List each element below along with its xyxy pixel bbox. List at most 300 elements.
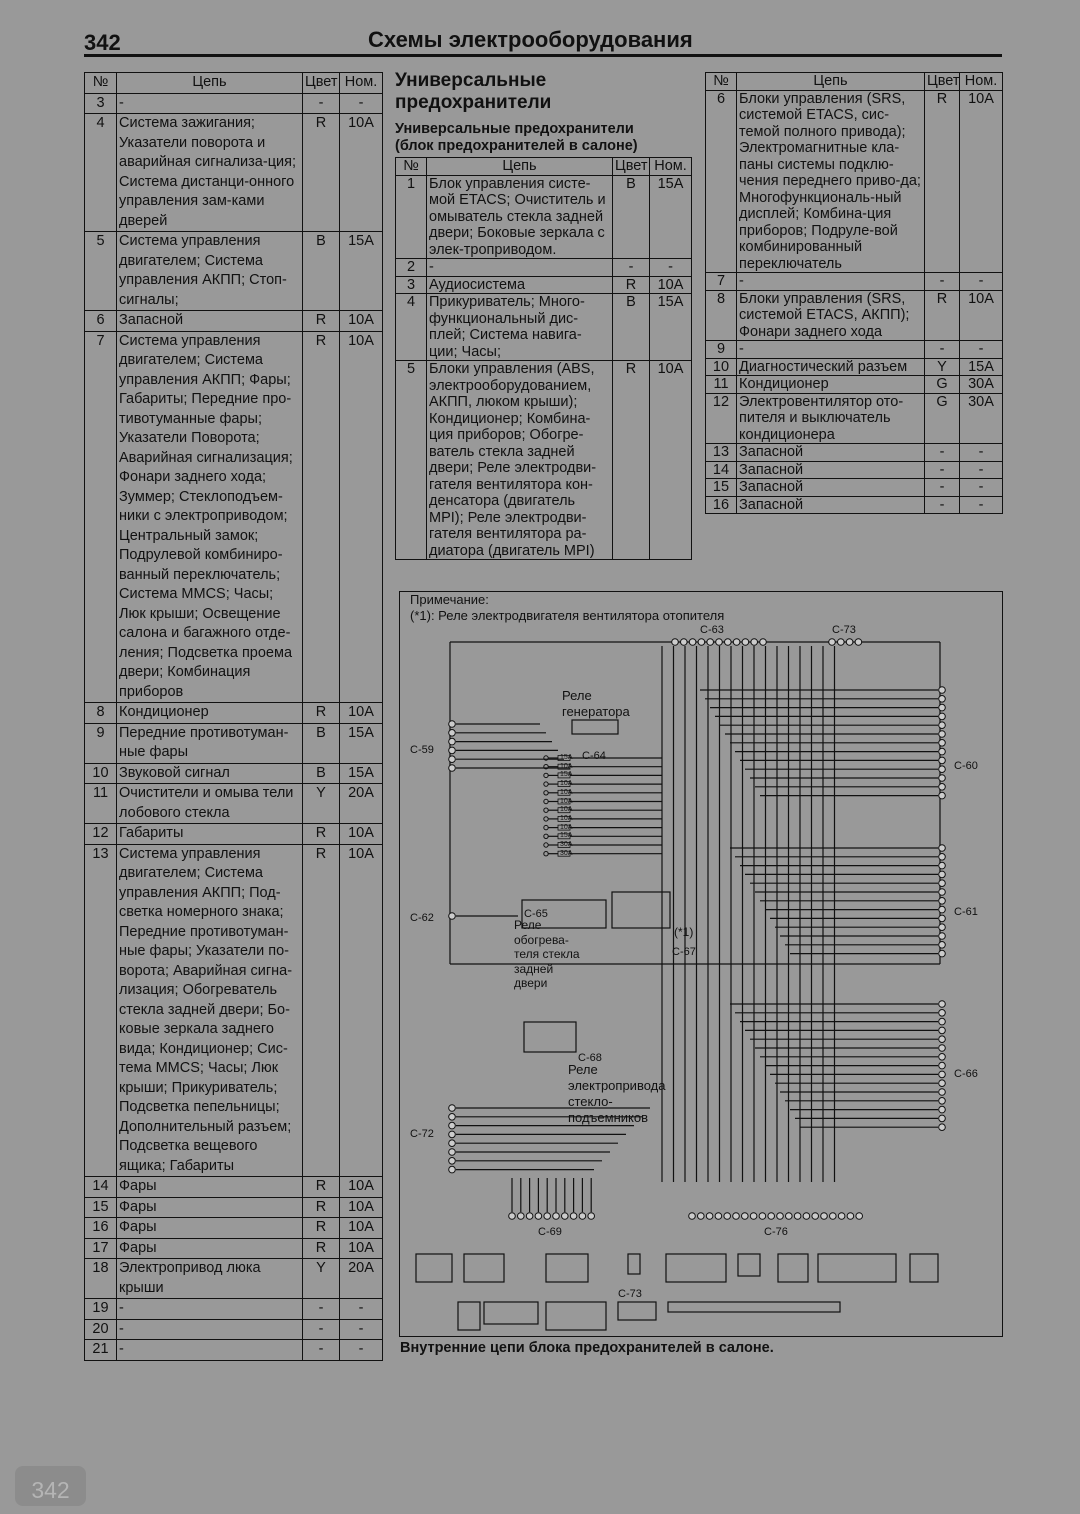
fuse-number: 9 — [706, 341, 737, 359]
fuse-circuit: Звуковой сигнал — [117, 763, 303, 784]
fuse-number: 14 — [706, 461, 737, 479]
fuse-rating-label: 30A — [560, 849, 573, 857]
component-box — [524, 1022, 576, 1052]
connector-pin — [829, 639, 836, 646]
connector-pin — [786, 1213, 793, 1220]
fuse-number: 9 — [85, 723, 117, 763]
fuse-rating: 15A — [340, 723, 383, 763]
fuse-number: 12 — [85, 824, 117, 845]
fuse-circuit: Фары — [117, 1218, 303, 1239]
fuse-number: 11 — [706, 376, 737, 394]
wire-color: - — [925, 461, 960, 479]
table-row — [396, 294, 692, 361]
connector-pin — [760, 639, 767, 646]
wire-color: - — [925, 444, 960, 462]
wire-color: R — [303, 1177, 340, 1198]
fuse-rating: 15A — [340, 232, 383, 311]
wire-color: R — [303, 1197, 340, 1218]
table-row — [85, 723, 383, 763]
connector-pin — [449, 1166, 456, 1173]
table-row — [706, 290, 1003, 341]
col-rating: Ном. — [650, 158, 692, 176]
component-box — [666, 1254, 726, 1282]
fuse-circuit: Электропривод люка крыши — [117, 1259, 303, 1299]
fuse-terminal — [544, 817, 548, 821]
fuse-number: 6 — [706, 90, 737, 273]
connector-pin — [759, 1213, 766, 1220]
wire-color: R — [925, 90, 960, 273]
col-num: № — [85, 73, 117, 94]
connector-pin — [449, 1131, 456, 1138]
fuse-circuit: Запасной — [117, 311, 303, 332]
connector-pin — [449, 913, 456, 920]
fuse-number: 8 — [706, 290, 737, 341]
col-color: Цвет — [613, 158, 650, 176]
fuse-rating: 20A — [340, 784, 383, 824]
connector-c63: C-63 — [700, 624, 724, 636]
connector-pin — [939, 906, 946, 913]
table-row — [85, 703, 383, 724]
fuse-circuit: Система зажигания; Указатели поворота и аварийная сигнализа-ция; Система дистанци-онного управления зам-ками дверей — [117, 114, 303, 232]
connector-pin — [939, 731, 946, 738]
fuse-number: 19 — [85, 1299, 117, 1320]
connector-pin — [939, 915, 946, 922]
connector-pin — [689, 639, 696, 646]
fuse-circuit: Фары — [117, 1238, 303, 1259]
wire-color: R — [613, 276, 650, 294]
fuse-rating: 20A — [340, 1259, 383, 1299]
fuse-rating: 10A — [650, 276, 692, 294]
fuse-terminal — [544, 791, 548, 795]
wire-color: R — [303, 844, 340, 1177]
fuse-rating-label: 15A — [560, 771, 573, 779]
fuse-rating: - — [340, 1299, 383, 1320]
table-row — [706, 461, 1003, 479]
table-row — [85, 1259, 383, 1299]
page-title: Схемы электрооборудования — [368, 27, 693, 52]
connector-c61: C-61 — [954, 906, 978, 918]
connector-c67: C-67 — [672, 946, 696, 958]
connector-pin — [449, 1140, 456, 1147]
connector-pin — [707, 639, 714, 646]
wire-color: R — [303, 114, 340, 232]
connector-pin — [939, 1080, 946, 1087]
fuse-terminal — [544, 808, 548, 812]
fuse-rating: - — [960, 444, 1003, 462]
connector-pin — [939, 784, 946, 791]
universal-fuses-subtitle: Универсальные предохранители (блок предохранителей в салоне) — [395, 121, 638, 154]
connector-pin — [855, 639, 862, 646]
fuse-rating: 10A — [340, 1197, 383, 1218]
fuse-number: 1 — [396, 175, 427, 259]
fuse-number: 2 — [396, 259, 427, 277]
fuse-rating-label: 15A — [560, 832, 573, 840]
connector-pin — [939, 950, 946, 957]
fuse-table-right — [705, 72, 1003, 514]
connector-pin — [681, 639, 688, 646]
fuse-number: 7 — [706, 273, 737, 291]
generator-relay-label: Реле генератора — [562, 688, 630, 719]
fuse-rating: - — [340, 93, 383, 114]
fuse-circuit: Система управления двигателем; Система управления АКПП; Фары; Габариты; Передние про-тивотуманные фары; Указатели Поворота; Аварийная сигнализация; Фонари заднего хода; Зуммер; Стеклоподъем-ники с электроприводом; Центральный замок; Подрулевой комбиниро-ванный переключатель; Система MMCS; Часы; Люк крыши; Освещение салона и багажного отде-ления; Подсветка проема двери; Комбинация приборов — [117, 331, 303, 703]
table-row — [396, 361, 692, 560]
connector-pin — [939, 889, 946, 896]
connector-pin — [846, 639, 853, 646]
connector-pin — [939, 1010, 946, 1017]
table-row — [706, 376, 1003, 394]
connector-pin — [838, 1213, 845, 1220]
connector-pin — [803, 1213, 810, 1220]
fuse-rating: 30A — [960, 393, 1003, 444]
fuse-number: 21 — [85, 1340, 117, 1361]
table-row — [706, 90, 1003, 273]
fuse-rating: - — [340, 1340, 383, 1361]
wire-color: - — [303, 1340, 340, 1361]
connector-pin — [733, 639, 740, 646]
connector-pin — [830, 1213, 837, 1220]
col-color: Цвет — [925, 73, 960, 91]
connector-pin — [768, 1213, 775, 1220]
fuse-circuit: Прикуриватель; Много-функциональный дис-плей; Система навига-ции; Часы; — [427, 294, 613, 361]
fuse-rating: - — [340, 1319, 383, 1340]
connector-pin — [562, 1213, 569, 1220]
page-number: 342 — [84, 30, 121, 55]
fuse-rating-label: 10A — [560, 814, 573, 822]
component-box — [628, 1254, 640, 1274]
table-row — [85, 784, 383, 824]
connector-pin — [689, 1213, 696, 1220]
wire-color: R — [303, 331, 340, 703]
wire-color: - — [303, 1299, 340, 1320]
connector-pin — [939, 1001, 946, 1008]
connector-pin — [939, 1036, 946, 1043]
fuse-number: 14 — [85, 1177, 117, 1198]
fuse-rating: - — [960, 479, 1003, 497]
fuse-rating: - — [960, 341, 1003, 359]
fuse-terminal — [544, 773, 548, 777]
connector-pin — [939, 1054, 946, 1061]
wire-color: B — [303, 232, 340, 311]
component-box — [546, 1302, 606, 1330]
connector-pin — [449, 730, 456, 737]
fuse-circuit: Кондиционер — [737, 376, 925, 394]
connector-pin — [706, 1213, 713, 1220]
component-box — [618, 1302, 656, 1320]
connector-pin — [742, 639, 749, 646]
table-row — [85, 114, 383, 232]
connector-pin — [742, 1213, 749, 1220]
connector-pin — [939, 1106, 946, 1113]
fuse-rating-label: 10A — [560, 823, 573, 831]
wire-color: G — [925, 393, 960, 444]
table-row — [85, 1299, 383, 1320]
wire-color: R — [303, 1218, 340, 1239]
table-row — [706, 479, 1003, 497]
fuse-terminal — [544, 834, 548, 838]
fuse-rating-label: 10A — [560, 797, 573, 805]
fuse-rating: 10A — [340, 844, 383, 1177]
table-row — [85, 1177, 383, 1198]
star-label: (*1) — [674, 925, 694, 939]
fuse-number: 20 — [85, 1319, 117, 1340]
header-rule — [84, 54, 1002, 57]
col-num: № — [706, 73, 737, 91]
connector-pin — [856, 1213, 863, 1220]
connector-c73: C-73 — [832, 624, 856, 636]
table-row — [85, 331, 383, 703]
component-box — [484, 1302, 538, 1324]
fuse-rating: - — [960, 496, 1003, 514]
connector-pin — [939, 766, 946, 773]
table-row — [396, 276, 692, 294]
wire-color: - — [925, 496, 960, 514]
fuse-circuit: Система управления двигателем; Система управления АКПП; Стоп-сигналы; — [117, 232, 303, 311]
fuse-terminal — [544, 825, 548, 829]
connector-pin — [821, 1213, 828, 1220]
connector-pin — [939, 775, 946, 782]
col-color: Цвет — [303, 73, 340, 94]
connector-pin — [939, 1124, 946, 1131]
fuse-number: 10 — [706, 358, 737, 376]
fuse-number: 17 — [85, 1238, 117, 1259]
wire-color: B — [303, 723, 340, 763]
fuse-terminal — [544, 799, 548, 803]
table-row — [706, 273, 1003, 291]
fuse-circuit: Диагностический разъем — [737, 358, 925, 376]
table-row — [706, 496, 1003, 514]
component-box — [612, 892, 670, 928]
fuse-rating: 10A — [340, 1177, 383, 1198]
connector-pin — [535, 1213, 542, 1220]
wire-color: R — [303, 703, 340, 724]
fuse-number: 13 — [85, 844, 117, 1177]
wire-color: R — [303, 824, 340, 845]
connector-pin — [939, 1018, 946, 1025]
fuse-number: 18 — [85, 1259, 117, 1299]
connector-pin — [939, 757, 946, 764]
connector-c62: C-62 — [410, 912, 434, 924]
fuse-terminal — [544, 852, 548, 856]
fuse-rating: 10A — [340, 114, 383, 232]
fuse-circuit: - — [737, 273, 925, 291]
universal-fuses-title: Универсальные предохранители — [395, 70, 552, 113]
component-box — [910, 1254, 938, 1282]
connector-c73-bottom: C-73 — [618, 1288, 642, 1300]
diagram-caption: Внутренние цепи блока предохранителей в салоне. — [400, 1340, 774, 1356]
fuse-rating: 10A — [340, 1218, 383, 1239]
fuse-rating-label: 10A — [560, 806, 573, 814]
fuse-circuit: Запасной — [737, 479, 925, 497]
connector-pin — [715, 1213, 722, 1220]
wire-color: B — [613, 175, 650, 259]
connector-pin — [751, 639, 758, 646]
fuse-number: 10 — [85, 763, 117, 784]
page-thumbnail-tab[interactable]: 342 — [15, 1466, 86, 1506]
connector-pin — [725, 639, 732, 646]
connector-c68: C-68 — [578, 1052, 602, 1064]
table-row — [85, 1319, 383, 1340]
fuse-circuit: Блоки управления (ABS, электрооборудованием, АКПП, люком крыши); Кондиционер; Комбина-ция приборов; Обогре-ватель стекла задней двери; Реле электродви-гателя вентилятора кон-денсатора (двигатель MPI); Реле электродви-гателя вентилятора ра-диатора (двигатель MPI) — [427, 361, 613, 560]
fuse-number: 6 — [85, 311, 117, 332]
fuse-rating-label: 10A — [560, 780, 573, 788]
fuse-rating: 10A — [960, 90, 1003, 273]
table-row — [396, 175, 692, 259]
fuse-number: 3 — [396, 276, 427, 294]
component-box — [546, 1254, 588, 1282]
fuse-rating-label: 30A — [560, 841, 573, 848]
component-box — [668, 1302, 840, 1312]
connector-pin — [716, 639, 723, 646]
fuse-number: 4 — [85, 114, 117, 232]
component-box — [416, 1254, 452, 1282]
fuse-circuit: Габариты — [117, 824, 303, 845]
connector-pin — [939, 1045, 946, 1052]
fuse-circuit: - — [117, 1340, 303, 1361]
connector-pin — [939, 687, 946, 694]
wire-color: Y — [303, 1259, 340, 1299]
fuse-rating: 10A — [340, 311, 383, 332]
fuse-rating: 15A — [340, 763, 383, 784]
fuse-circuit: Аудиосистема — [427, 276, 613, 294]
col-rating: Ном. — [340, 73, 383, 94]
fuse-rating: 10A — [340, 703, 383, 724]
fuse-rating: 15A — [650, 175, 692, 259]
wire-color: R — [613, 361, 650, 560]
fuse-rating: - — [650, 259, 692, 277]
fuse-circuit: Система управления двигателем; Система управления АКПП; Под-светка номерного знака; Передние противотуман-ные фары; Указатели по-ворота; Аварийная сигна-лизация; Обогреватель стекла задней двери; Бо-ковые зеркала заднего вида; Кондиционер; Сис-тема MMCS; Часы; Люк крыши; Прикуриватель; Подсветка пепельницы; Дополнительный разъем; Подсветка вещевого ящика; Габариты — [117, 844, 303, 1177]
wire-color: - — [303, 1319, 340, 1340]
table-row — [85, 93, 383, 114]
connector-pin — [939, 880, 946, 887]
fuse-circuit: Блоки управления (SRS, системой ETACS, сис-темой полного привода); Электромагнитные кла-паны системы подклю-чения переднего приво-да; Многофункциональ-ный дисплей; Комбина-ция приборов; Подруле-вой комбинированный переключатель — [737, 90, 925, 273]
connector-pin — [449, 1105, 456, 1112]
component-box — [778, 1254, 808, 1282]
wire-color: - — [925, 273, 960, 291]
fuse-table-left — [84, 72, 383, 1361]
fuse-circuit: - — [737, 341, 925, 359]
table-row — [85, 1340, 383, 1361]
fuse-circuit: Запасной — [737, 461, 925, 479]
fuse-rating: - — [960, 461, 1003, 479]
connector-pin — [570, 1213, 577, 1220]
connector-pin — [449, 1158, 456, 1165]
connector-pin — [838, 639, 845, 646]
connector-pin — [939, 854, 946, 861]
connector-pin — [939, 933, 946, 940]
wire-color: - — [925, 341, 960, 359]
fuse-number: 4 — [396, 294, 427, 361]
col-circuit: Цепь — [737, 73, 925, 91]
connector-pin — [939, 1027, 946, 1034]
col-num: № — [396, 158, 427, 176]
wire-color: B — [613, 294, 650, 361]
connector-pin — [939, 722, 946, 729]
connector-pin — [449, 756, 456, 763]
fuse-circuit: - — [117, 1299, 303, 1320]
table-row — [85, 1197, 383, 1218]
col-circuit: Цепь — [117, 73, 303, 94]
connector-c76: C-76 — [764, 1226, 788, 1238]
table-row — [85, 1218, 383, 1239]
connector-pin — [588, 1213, 595, 1220]
connector-pin — [847, 1213, 854, 1220]
connector-pin — [449, 1114, 456, 1121]
fuse-rating: 10A — [340, 1238, 383, 1259]
connector-c72: C-72 — [410, 1128, 434, 1140]
table-row — [396, 259, 692, 277]
connector-pin — [939, 845, 946, 852]
fuse-number: 11 — [85, 784, 117, 824]
connector-pin — [794, 1213, 801, 1220]
col-rating: Ном. — [960, 73, 1003, 91]
fuse-rating: 10A — [340, 331, 383, 703]
fuse-rating: 15A — [650, 294, 692, 361]
connector-pin — [724, 1213, 731, 1220]
connector-pin — [509, 1213, 516, 1220]
table-row — [706, 358, 1003, 376]
wire-color: Y — [303, 784, 340, 824]
fuse-number: 16 — [85, 1218, 117, 1239]
fuse-number: 15 — [85, 1197, 117, 1218]
connector-pin — [449, 1122, 456, 1129]
connector-pin — [698, 639, 705, 646]
connector-c69: C-69 — [538, 1226, 562, 1238]
wire-color: R — [303, 311, 340, 332]
wiring-lines — [400, 592, 1002, 1336]
table-row — [85, 1238, 383, 1259]
fuse-circuit: Запасной — [737, 444, 925, 462]
fuse-table-middle — [395, 157, 692, 560]
table-row — [85, 232, 383, 311]
fuse-rating-label: 10A — [560, 788, 573, 796]
connector-pin — [672, 639, 679, 646]
wire-color: Y — [925, 358, 960, 376]
fuse-circuit: Передние противотуман-ные фары — [117, 723, 303, 763]
connector-pin — [939, 871, 946, 878]
fuse-number: 12 — [706, 393, 737, 444]
fuse-circuit: Кондиционер — [117, 703, 303, 724]
table-row — [85, 763, 383, 784]
connector-pin — [733, 1213, 740, 1220]
fuse-number: 5 — [85, 232, 117, 311]
fuse-circuit: Запасной — [737, 496, 925, 514]
fuse-circuit: Электровентилятор ото-пителя и выключатель кондиционера — [737, 393, 925, 444]
connector-pin — [939, 942, 946, 949]
wiring-diagram — [399, 591, 1003, 1337]
connector-pin — [939, 1098, 946, 1105]
component-box — [458, 1302, 480, 1330]
connector-pin — [449, 747, 456, 754]
fuse-circuit: Блоки управления (SRS, системой ETACS, АКПП); Фонари заднего хода — [737, 290, 925, 341]
component-box — [464, 1254, 504, 1282]
fuse-number: 13 — [706, 444, 737, 462]
connector-c59: C-59 — [410, 744, 434, 756]
connector-pin — [939, 924, 946, 931]
connector-pin — [939, 696, 946, 703]
connector-pin — [939, 792, 946, 799]
table-row — [706, 444, 1003, 462]
fuse-terminal — [544, 843, 548, 847]
fuse-number: 3 — [85, 93, 117, 114]
fuse-circuit: - — [117, 1319, 303, 1340]
window-relay-label: Реле электропривода стекло-подъемников — [568, 1062, 666, 1125]
connector-pin — [544, 1213, 551, 1220]
col-circuit: Цепь — [427, 158, 613, 176]
component-box — [818, 1254, 896, 1282]
connector-c65: C-65 — [524, 908, 548, 920]
connector-pin — [698, 1213, 705, 1220]
wire-color: G — [925, 376, 960, 394]
